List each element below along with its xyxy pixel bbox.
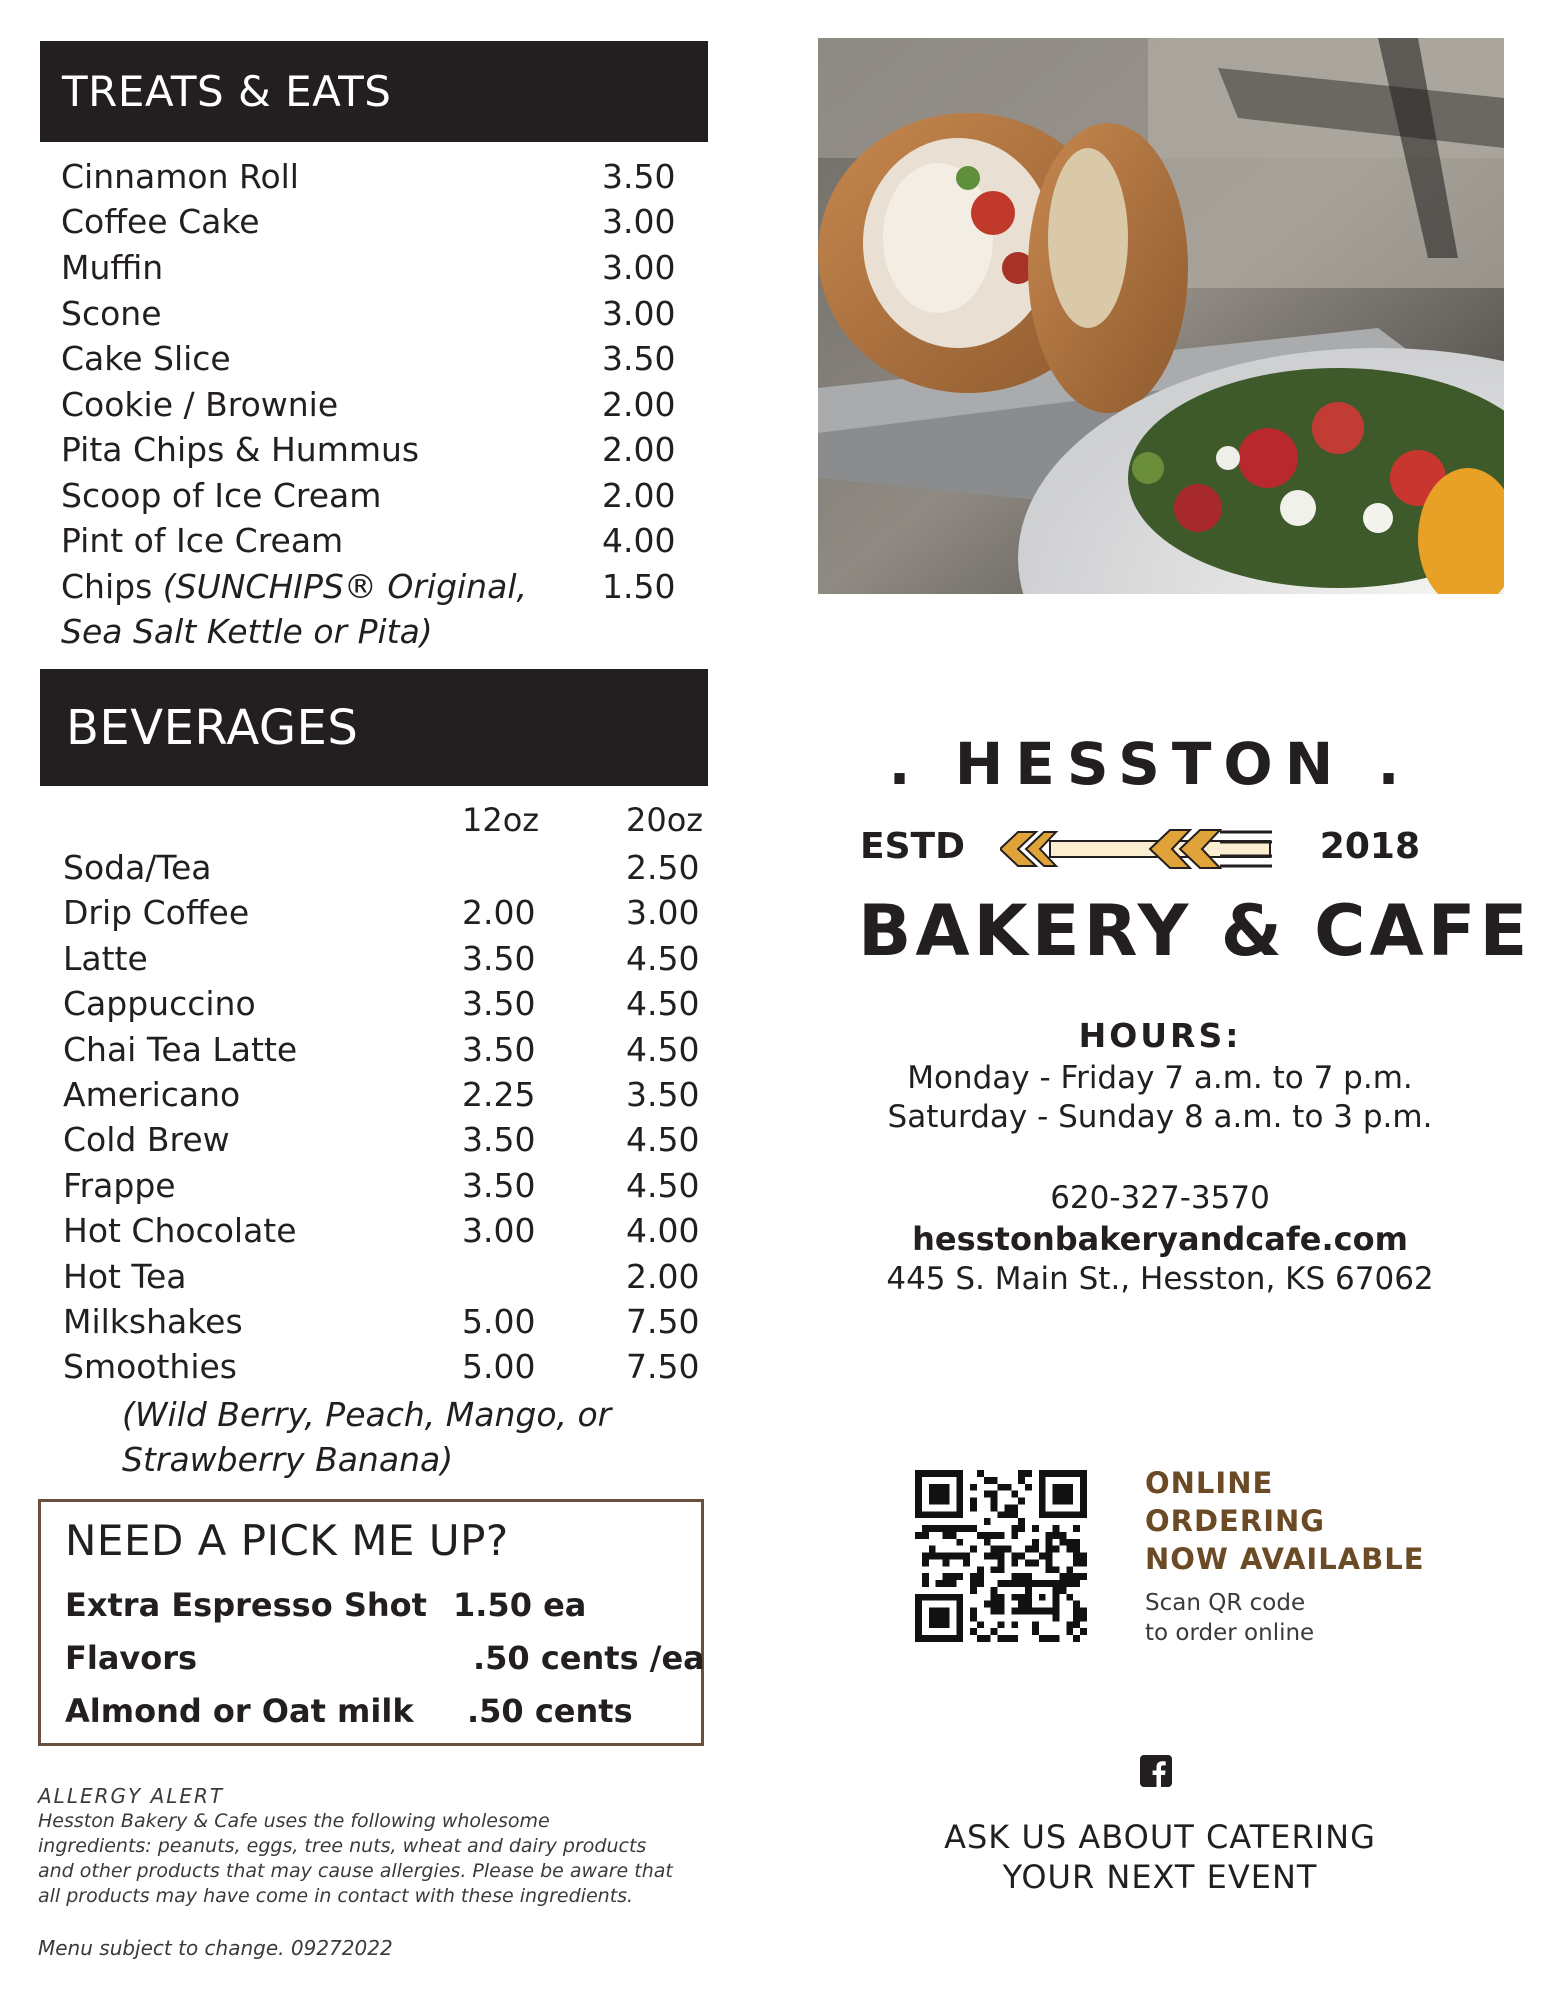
facebook-icon[interactable] bbox=[1140, 1755, 1172, 1787]
flavors-price: .50 cents /ea bbox=[473, 1639, 705, 1677]
beverage-item-name: Hot Chocolate bbox=[63, 1211, 297, 1250]
wrap-and-salad-photo bbox=[818, 38, 1504, 594]
flavors-label: Flavors bbox=[65, 1639, 198, 1677]
treat-item-name: Cake Slice bbox=[61, 339, 231, 378]
logo-estd: ESTD bbox=[860, 826, 965, 867]
allergy-text-line: and other products that may cause allergies. Please be aware that bbox=[38, 1860, 673, 1882]
beverage-item-name: Smoothies bbox=[63, 1347, 237, 1386]
beverage-item-name: Cappuccino bbox=[63, 984, 256, 1023]
chips-label: Chips bbox=[61, 567, 153, 606]
online-ordering-instructions bbox=[1145, 1588, 1314, 1648]
beverage-item-name: Drip Coffee bbox=[63, 893, 250, 932]
beverage-price-12oz: 3.50 bbox=[462, 1030, 536, 1069]
beverage-price-12oz: 2.00 bbox=[462, 893, 536, 932]
allergy-title: ALLERGY ALERT bbox=[38, 1784, 225, 1808]
beverage-price-12oz: 3.50 bbox=[462, 939, 536, 978]
online-ordering-line: ORDERING bbox=[1145, 1504, 1326, 1538]
website-link[interactable]: hesstonbakeryandcafe.com bbox=[912, 1220, 1408, 1258]
beverage-price-20oz: 4.00 bbox=[626, 1211, 700, 1250]
extra-espresso-label: Extra Espresso Shot bbox=[65, 1586, 427, 1624]
scan-instruction: to order online bbox=[1145, 1620, 1315, 1646]
beverages-header bbox=[40, 669, 708, 786]
treat-item-price: 2.00 bbox=[602, 476, 676, 515]
hours-weekend: Saturday - Sunday 8 a.m. to 3 p.m. bbox=[887, 1099, 1433, 1135]
treat-item-name: Coffee Cake bbox=[61, 202, 260, 241]
beverage-price-12oz: 5.00 bbox=[462, 1347, 536, 1386]
treat-item-price: 4.00 bbox=[602, 521, 676, 560]
beverage-price-12oz: 3.50 bbox=[462, 1166, 536, 1205]
pick-me-up-title: NEED A PICK ME UP? bbox=[65, 1516, 509, 1565]
beverage-price-20oz: 3.00 bbox=[626, 893, 700, 932]
allergy-text-line: all products may have come in contact with these ingredients. bbox=[38, 1885, 634, 1907]
beverage-price-12oz: 3.00 bbox=[462, 1211, 536, 1250]
treat-item-name: Pita Chips & Hummus bbox=[61, 430, 420, 469]
hours-weekday: Monday - Friday 7 a.m. to 7 p.m. bbox=[907, 1060, 1413, 1096]
beverage-price-20oz: 4.50 bbox=[626, 1030, 700, 1069]
treat-item-price: 3.50 bbox=[602, 339, 676, 378]
treat-item-name: Pint of Ice Cream bbox=[61, 521, 344, 560]
treat-item-name: Muffin bbox=[61, 248, 164, 287]
pick-me-up-box bbox=[38, 1499, 704, 1746]
food-photo bbox=[818, 38, 1504, 594]
beverage-item-name: Hot Tea bbox=[63, 1257, 187, 1296]
qr-code-icon[interactable] bbox=[915, 1470, 1087, 1642]
beverage-item-name: Frappe bbox=[63, 1166, 176, 1205]
online-ordering-line: NOW AVAILABLE bbox=[1145, 1542, 1425, 1576]
online-ordering-title bbox=[1145, 1464, 1425, 1578]
phone-number[interactable]: 620-327-3570 bbox=[1050, 1180, 1270, 1216]
beverage-price-20oz: 2.50 bbox=[626, 848, 700, 887]
treat-item-price: 2.00 bbox=[602, 430, 676, 469]
chips-note-continued: Sea Salt Kettle or Pita) bbox=[61, 612, 433, 651]
beverage-price-20oz: 4.50 bbox=[626, 1120, 700, 1159]
beverage-price-20oz: 2.00 bbox=[626, 1257, 700, 1296]
treat-item-price: 3.00 bbox=[602, 248, 676, 287]
treat-item-price: 3.50 bbox=[602, 157, 676, 196]
beverage-price-12oz: 3.50 bbox=[462, 1120, 536, 1159]
allergy-alert bbox=[38, 1784, 728, 1909]
scan-instruction: Scan QR code bbox=[1145, 1590, 1306, 1616]
chips-note: (SUNCHIPS® Original, bbox=[162, 567, 527, 606]
size-12oz-heading: 12oz bbox=[462, 801, 540, 839]
address: 445 S. Main St., Hesston, KS 67062 bbox=[886, 1261, 1434, 1297]
size-20oz-heading: 20oz bbox=[626, 801, 704, 839]
beverage-item-name: Americano bbox=[63, 1075, 241, 1114]
beverage-price-20oz: 7.50 bbox=[626, 1302, 700, 1341]
logo-hesston: . HESSTON . bbox=[888, 730, 1412, 798]
beverage-price-20oz: 4.50 bbox=[626, 939, 700, 978]
beverage-price-20oz: 3.50 bbox=[626, 1075, 700, 1114]
treat-item-name: Scoop of Ice Cream bbox=[61, 476, 382, 515]
beverage-price-12oz: 2.25 bbox=[462, 1075, 536, 1114]
treat-item-name bbox=[61, 564, 527, 609]
treats-title: TREATS & EATS bbox=[62, 67, 392, 116]
menu-disclaimer: Menu subject to change. 09272022 bbox=[38, 1936, 393, 1960]
allergy-text-line: Hesston Bakery & Cafe uses the following wholesome bbox=[38, 1810, 550, 1832]
treat-item-price: 3.00 bbox=[602, 202, 676, 241]
treat-item-name: Scone bbox=[61, 294, 162, 333]
alt-milk-label: Almond or Oat milk bbox=[65, 1692, 414, 1730]
online-ordering-line: ONLINE bbox=[1145, 1466, 1274, 1500]
beverage-price-20oz: 4.50 bbox=[626, 1166, 700, 1205]
catering-line: ASK US ABOUT CATERING bbox=[944, 1818, 1376, 1856]
beverage-item-name: Soda/Tea bbox=[63, 848, 212, 887]
smoothie-note-continued: Strawberry Banana) bbox=[122, 1440, 454, 1479]
extra-espresso-price: 1.50 ea bbox=[453, 1586, 587, 1624]
smoothie-note: (Wild Berry, Peach, Mango, or bbox=[122, 1395, 612, 1434]
beverage-item-name: Milkshakes bbox=[63, 1302, 243, 1341]
treats-header bbox=[40, 41, 708, 142]
treat-item-price: 2.00 bbox=[602, 385, 676, 424]
logo-estd-row bbox=[860, 820, 1420, 880]
beverages-title: BEVERAGES bbox=[66, 699, 359, 756]
wheat-icon bbox=[1000, 824, 1280, 874]
beverage-item-name: Cold Brew bbox=[63, 1120, 230, 1159]
beverage-price-12oz: 5.00 bbox=[462, 1302, 536, 1341]
beverage-price-20oz: 4.50 bbox=[626, 984, 700, 1023]
hours-title: HOURS: bbox=[1078, 1016, 1242, 1055]
logo-bakery-cafe: BAKERY & CAFE bbox=[858, 890, 1532, 972]
beverage-item-name: Latte bbox=[63, 939, 148, 978]
alt-milk-price: .50 cents bbox=[467, 1692, 633, 1730]
treat-item-name: Cookie / Brownie bbox=[61, 385, 339, 424]
logo-year: 2018 bbox=[1319, 826, 1420, 867]
beverage-price-20oz: 7.50 bbox=[626, 1347, 700, 1386]
catering-line: YOUR NEXT EVENT bbox=[1002, 1858, 1318, 1896]
treat-item-price: 3.00 bbox=[602, 294, 676, 333]
treat-item-price: 1.50 bbox=[602, 567, 676, 606]
beverage-price-12oz: 3.50 bbox=[462, 984, 536, 1023]
allergy-text-line: ingredients: peanuts, eggs, tree nuts, wheat and dairy products bbox=[38, 1835, 647, 1857]
beverage-item-name: Chai Tea Latte bbox=[63, 1030, 298, 1069]
treat-item-name: Cinnamon Roll bbox=[61, 157, 299, 196]
